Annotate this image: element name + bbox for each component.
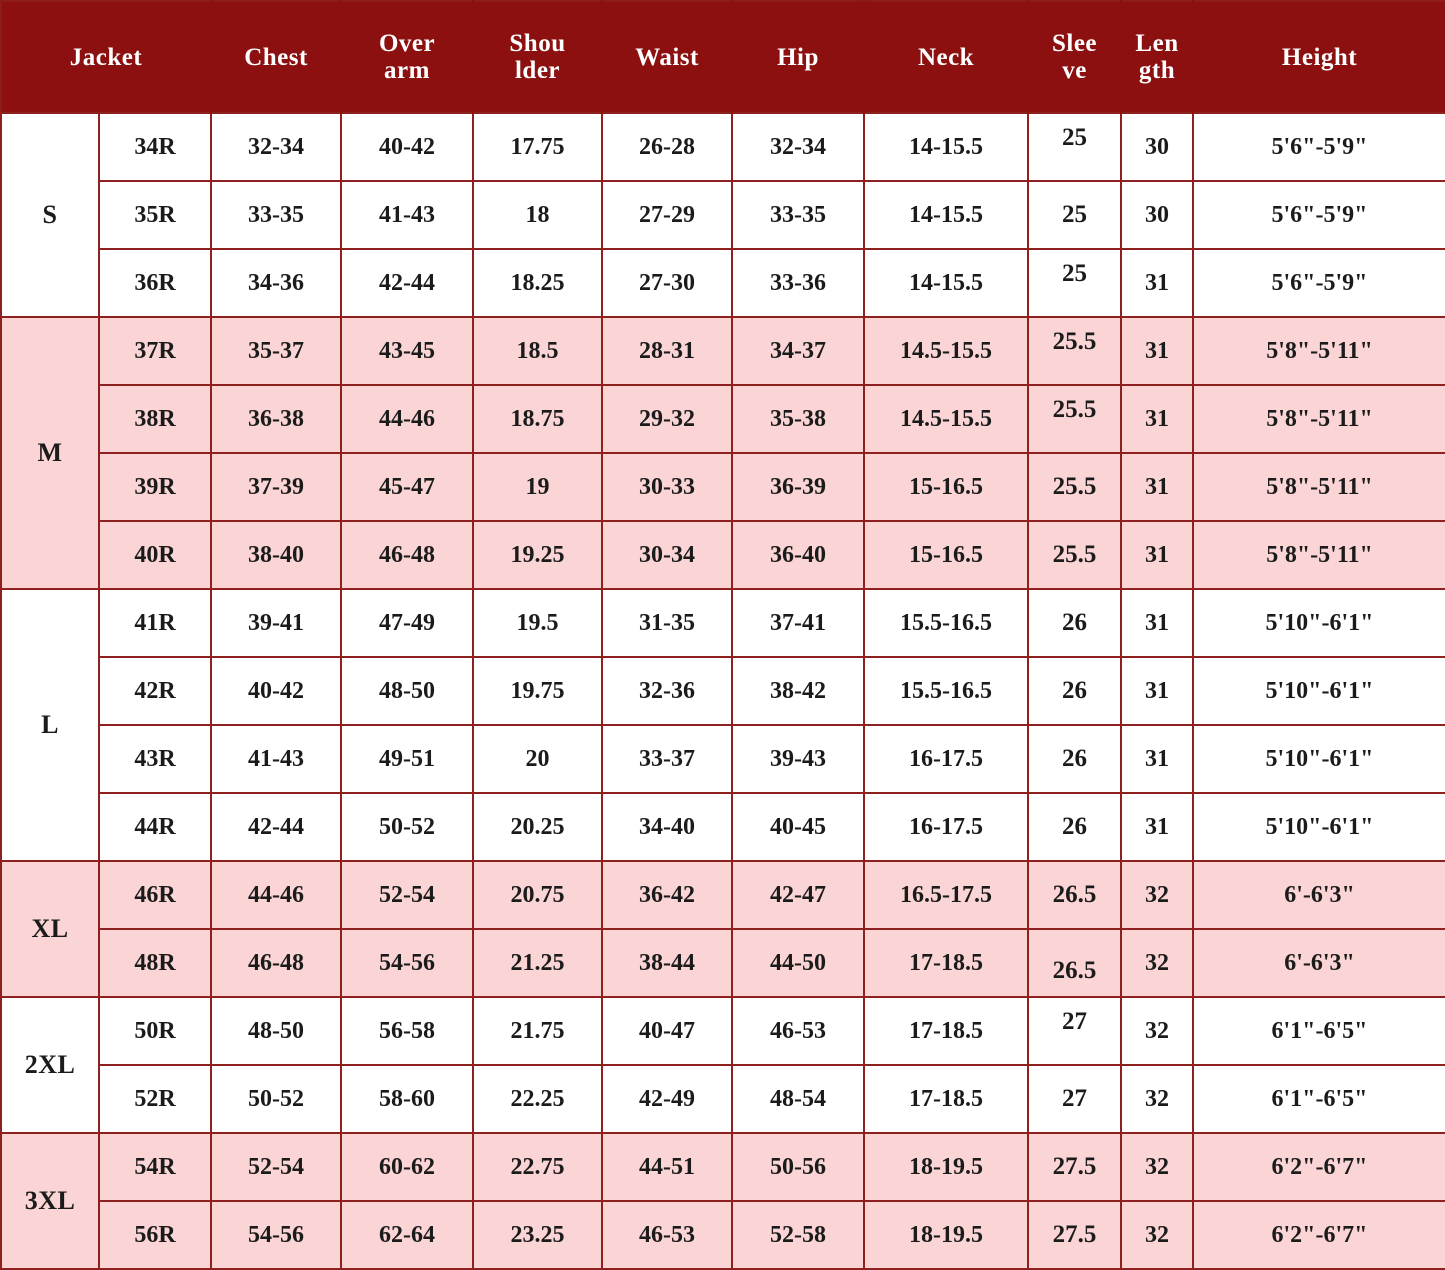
cell-hip: 44-50 (732, 929, 864, 997)
cell-neck: 15.5-16.5 (864, 657, 1028, 725)
column-header-line: Height (1281, 43, 1358, 71)
cell-sleeve-value: 25 (1062, 201, 1088, 228)
column-header-neck (864, 1, 1028, 113)
cell-overarm: 43-45 (341, 317, 473, 385)
size-group-label: S (1, 113, 99, 317)
cell-sleeve-value: 25 (1062, 124, 1088, 151)
cell-height: 6'1"-6'5" (1193, 1065, 1445, 1133)
cell-overarm: 44-46 (341, 385, 473, 453)
cell-sleeve (1028, 521, 1121, 589)
cell-waist: 33-37 (602, 725, 732, 793)
cell-chest: 32-34 (211, 113, 341, 181)
cell-jacket: 43R (99, 725, 211, 793)
cell-chest: 48-50 (211, 997, 341, 1065)
cell-chest: 46-48 (211, 929, 341, 997)
cell-overarm: 46-48 (341, 521, 473, 589)
cell-height: 6'1"-6'5" (1193, 997, 1445, 1065)
cell-hip: 34-37 (732, 317, 864, 385)
cell-hip: 48-54 (732, 1065, 864, 1133)
cell-sleeve-value: 26 (1062, 609, 1088, 636)
cell-jacket: 50R (99, 997, 211, 1065)
cell-jacket: 35R (99, 181, 211, 249)
cell-height: 6'2"-6'7" (1193, 1133, 1445, 1201)
cell-shoulder: 22.25 (473, 1065, 602, 1133)
cell-hip: 36-40 (732, 521, 864, 589)
cell-overarm: 54-56 (341, 929, 473, 997)
table-row (1, 997, 1445, 1065)
cell-waist: 40-47 (602, 997, 732, 1065)
cell-shoulder: 19 (473, 453, 602, 521)
cell-sleeve (1028, 657, 1121, 725)
cell-jacket: 41R (99, 589, 211, 657)
cell-hip: 33-36 (732, 249, 864, 317)
cell-waist: 27-30 (602, 249, 732, 317)
cell-sleeve (1028, 793, 1121, 861)
size-group-label: 2XL (1, 997, 99, 1133)
cell-waist: 26-28 (602, 113, 732, 181)
column-header-line: Slee (1051, 30, 1098, 57)
cell-sleeve (1028, 997, 1121, 1065)
cell-shoulder: 18 (473, 181, 602, 249)
column-header-line: Waist (635, 43, 699, 71)
cell-length: 32 (1121, 929, 1193, 997)
cell-neck: 14-15.5 (864, 113, 1028, 181)
cell-jacket: 46R (99, 861, 211, 929)
cell-shoulder: 22.75 (473, 1133, 602, 1201)
cell-waist: 46-53 (602, 1201, 732, 1269)
cell-shoulder: 19.5 (473, 589, 602, 657)
cell-sleeve-value: 25 (1062, 260, 1088, 287)
column-header-line: Jacket (69, 43, 143, 71)
cell-shoulder: 19.25 (473, 521, 602, 589)
column-header-height (1193, 1, 1445, 113)
table-row (1, 861, 1445, 929)
cell-shoulder: 19.75 (473, 657, 602, 725)
column-header-line: arm (384, 57, 430, 84)
cell-shoulder: 17.75 (473, 113, 602, 181)
cell-jacket: 54R (99, 1133, 211, 1201)
cell-overarm: 45-47 (341, 453, 473, 521)
table-row (1, 453, 1445, 521)
cell-jacket: 52R (99, 1065, 211, 1133)
cell-sleeve (1028, 589, 1121, 657)
table-row (1, 589, 1445, 657)
cell-shoulder: 18.5 (473, 317, 602, 385)
column-header-line: Chest (244, 43, 308, 71)
cell-overarm: 42-44 (341, 249, 473, 317)
cell-neck: 15-16.5 (864, 521, 1028, 589)
cell-chest: 50-52 (211, 1065, 341, 1133)
cell-sleeve (1028, 317, 1121, 385)
cell-height: 6'-6'3" (1193, 861, 1445, 929)
cell-neck: 15.5-16.5 (864, 589, 1028, 657)
cell-length: 32 (1121, 1133, 1193, 1201)
cell-neck: 18-19.5 (864, 1201, 1028, 1269)
table-row (1, 1065, 1445, 1133)
cell-neck: 16-17.5 (864, 725, 1028, 793)
cell-chest: 42-44 (211, 793, 341, 861)
column-header-hip (732, 1, 864, 113)
cell-waist: 31-35 (602, 589, 732, 657)
cell-hip: 38-42 (732, 657, 864, 725)
cell-hip: 35-38 (732, 385, 864, 453)
cell-shoulder: 20.25 (473, 793, 602, 861)
cell-neck: 17-18.5 (864, 1065, 1028, 1133)
cell-jacket: 36R (99, 249, 211, 317)
cell-neck: 14.5-15.5 (864, 385, 1028, 453)
cell-chest: 36-38 (211, 385, 341, 453)
cell-neck: 18-19.5 (864, 1133, 1028, 1201)
cell-shoulder: 20.75 (473, 861, 602, 929)
cell-hip: 52-58 (732, 1201, 864, 1269)
cell-height: 5'10"-6'1" (1193, 589, 1445, 657)
cell-hip: 36-39 (732, 453, 864, 521)
cell-height: 5'6"-5'9" (1193, 249, 1445, 317)
cell-waist: 32-36 (602, 657, 732, 725)
column-header-line: Hip (777, 43, 819, 71)
table-row (1, 929, 1445, 997)
cell-chest: 44-46 (211, 861, 341, 929)
cell-jacket: 42R (99, 657, 211, 725)
cell-overarm: 41-43 (341, 181, 473, 249)
size-group-label: 3XL (1, 1133, 99, 1269)
cell-height: 5'10"-6'1" (1193, 793, 1445, 861)
cell-neck: 16.5-17.5 (864, 861, 1028, 929)
cell-height: 5'6"-5'9" (1193, 113, 1445, 181)
cell-hip: 50-56 (732, 1133, 864, 1201)
cell-height: 5'8"-5'11" (1193, 521, 1445, 589)
cell-waist: 27-29 (602, 181, 732, 249)
cell-sleeve (1028, 929, 1121, 997)
cell-hip: 40-45 (732, 793, 864, 861)
column-header-line: Shou (509, 30, 566, 57)
size-group-label: XL (1, 861, 99, 997)
cell-sleeve-value: 27 (1062, 1085, 1088, 1112)
cell-sleeve-value: 25.5 (1052, 396, 1097, 423)
cell-sleeve-value: 25.5 (1052, 473, 1097, 500)
cell-jacket: 39R (99, 453, 211, 521)
cell-length: 32 (1121, 1201, 1193, 1269)
cell-overarm: 58-60 (341, 1065, 473, 1133)
cell-sleeve-value: 26.5 (1052, 881, 1097, 908)
cell-shoulder: 21.75 (473, 997, 602, 1065)
cell-neck: 17-18.5 (864, 997, 1028, 1065)
cell-chest: 52-54 (211, 1133, 341, 1201)
cell-waist: 42-49 (602, 1065, 732, 1133)
column-header-line: Neck (917, 43, 975, 71)
table-row (1, 113, 1445, 181)
cell-height: 6'-6'3" (1193, 929, 1445, 997)
cell-waist: 29-32 (602, 385, 732, 453)
table-row (1, 385, 1445, 453)
table-header (1, 1, 1445, 113)
cell-hip: 39-43 (732, 725, 864, 793)
cell-chest: 33-35 (211, 181, 341, 249)
table-row (1, 521, 1445, 589)
cell-sleeve (1028, 1065, 1121, 1133)
cell-sleeve (1028, 453, 1121, 521)
column-header-line: Over (378, 30, 436, 57)
table-row (1, 793, 1445, 861)
cell-chest: 38-40 (211, 521, 341, 589)
cell-shoulder: 18.75 (473, 385, 602, 453)
table-row (1, 1201, 1445, 1269)
cell-sleeve (1028, 1133, 1121, 1201)
cell-length: 32 (1121, 997, 1193, 1065)
column-header-waist (602, 1, 732, 113)
cell-neck: 16-17.5 (864, 793, 1028, 861)
cell-height: 5'8"-5'11" (1193, 317, 1445, 385)
cell-overarm: 52-54 (341, 861, 473, 929)
cell-waist: 28-31 (602, 317, 732, 385)
cell-sleeve-value: 25.5 (1052, 328, 1097, 355)
cell-length: 31 (1121, 521, 1193, 589)
table-row (1, 181, 1445, 249)
cell-length: 32 (1121, 861, 1193, 929)
cell-hip: 32-34 (732, 113, 864, 181)
column-header-jacket (1, 1, 211, 113)
table-row (1, 725, 1445, 793)
cell-chest: 35-37 (211, 317, 341, 385)
cell-sleeve (1028, 1201, 1121, 1269)
cell-overarm: 47-49 (341, 589, 473, 657)
cell-chest: 41-43 (211, 725, 341, 793)
column-header-line: ve (1062, 57, 1087, 84)
column-header-slee-ve (1028, 1, 1121, 113)
cell-overarm: 62-64 (341, 1201, 473, 1269)
cell-sleeve (1028, 113, 1121, 181)
size-group-label: L (1, 589, 99, 861)
cell-height: 5'8"-5'11" (1193, 453, 1445, 521)
cell-jacket: 40R (99, 521, 211, 589)
cell-length: 31 (1121, 249, 1193, 317)
cell-jacket: 48R (99, 929, 211, 997)
cell-length: 31 (1121, 317, 1193, 385)
cell-waist: 30-33 (602, 453, 732, 521)
column-header-line: gth (1138, 57, 1176, 84)
cell-jacket: 44R (99, 793, 211, 861)
cell-sleeve-value: 25.5 (1052, 541, 1097, 568)
cell-overarm: 40-42 (341, 113, 473, 181)
cell-height: 5'10"-6'1" (1193, 657, 1445, 725)
cell-length: 31 (1121, 589, 1193, 657)
cell-length: 32 (1121, 1065, 1193, 1133)
cell-shoulder: 21.25 (473, 929, 602, 997)
cell-sleeve-value: 27 (1062, 1008, 1088, 1035)
cell-jacket: 34R (99, 113, 211, 181)
cell-overarm: 56-58 (341, 997, 473, 1065)
table-row (1, 317, 1445, 385)
cell-chest: 40-42 (211, 657, 341, 725)
cell-jacket: 56R (99, 1201, 211, 1269)
table-row (1, 657, 1445, 725)
cell-length: 31 (1121, 793, 1193, 861)
cell-sleeve-value: 27.5 (1052, 1153, 1097, 1180)
cell-waist: 44-51 (602, 1133, 732, 1201)
cell-hip: 42-47 (732, 861, 864, 929)
cell-sleeve (1028, 249, 1121, 317)
cell-length: 31 (1121, 657, 1193, 725)
cell-hip: 46-53 (732, 997, 864, 1065)
cell-hip: 37-41 (732, 589, 864, 657)
cell-shoulder: 18.25 (473, 249, 602, 317)
cell-length: 30 (1121, 113, 1193, 181)
cell-neck: 14-15.5 (864, 249, 1028, 317)
column-header-line: Len (1135, 30, 1179, 57)
cell-neck: 14.5-15.5 (864, 317, 1028, 385)
cell-height: 5'10"-6'1" (1193, 725, 1445, 793)
cell-jacket: 37R (99, 317, 211, 385)
size-group-label: M (1, 317, 99, 589)
cell-hip: 33-35 (732, 181, 864, 249)
header-row (1, 1, 1445, 113)
cell-sleeve-value: 27.5 (1052, 1221, 1097, 1248)
cell-waist: 36-42 (602, 861, 732, 929)
cell-chest: 37-39 (211, 453, 341, 521)
cell-sleeve (1028, 725, 1121, 793)
cell-shoulder: 23.25 (473, 1201, 602, 1269)
cell-neck: 15-16.5 (864, 453, 1028, 521)
cell-jacket: 38R (99, 385, 211, 453)
column-header-line: lder (514, 57, 561, 84)
table-body (1, 113, 1445, 1269)
cell-sleeve (1028, 385, 1121, 453)
cell-sleeve-value: 26 (1062, 745, 1088, 772)
cell-length: 31 (1121, 385, 1193, 453)
cell-height: 5'8"-5'11" (1193, 385, 1445, 453)
cell-overarm: 48-50 (341, 657, 473, 725)
cell-length: 31 (1121, 453, 1193, 521)
cell-sleeve-value: 26 (1062, 677, 1088, 704)
cell-shoulder: 20 (473, 725, 602, 793)
cell-sleeve-value: 26 (1062, 813, 1088, 840)
cell-height: 5'6"-5'9" (1193, 181, 1445, 249)
column-header-len-gth (1121, 1, 1193, 113)
cell-sleeve-value: 26.5 (1052, 957, 1097, 984)
cell-overarm: 49-51 (341, 725, 473, 793)
cell-neck: 17-18.5 (864, 929, 1028, 997)
column-header-shou-lder (473, 1, 602, 113)
cell-chest: 39-41 (211, 589, 341, 657)
column-header-over-arm (341, 1, 473, 113)
table-row (1, 249, 1445, 317)
cell-length: 31 (1121, 725, 1193, 793)
cell-chest: 34-36 (211, 249, 341, 317)
table-row (1, 1133, 1445, 1201)
cell-sleeve (1028, 861, 1121, 929)
cell-overarm: 60-62 (341, 1133, 473, 1201)
cell-neck: 14-15.5 (864, 181, 1028, 249)
cell-chest: 54-56 (211, 1201, 341, 1269)
cell-overarm: 50-52 (341, 793, 473, 861)
cell-waist: 34-40 (602, 793, 732, 861)
cell-waist: 30-34 (602, 521, 732, 589)
cell-height: 6'2"-6'7" (1193, 1201, 1445, 1269)
cell-waist: 38-44 (602, 929, 732, 997)
column-header-chest (211, 1, 341, 113)
cell-sleeve (1028, 181, 1121, 249)
cell-length: 30 (1121, 181, 1193, 249)
